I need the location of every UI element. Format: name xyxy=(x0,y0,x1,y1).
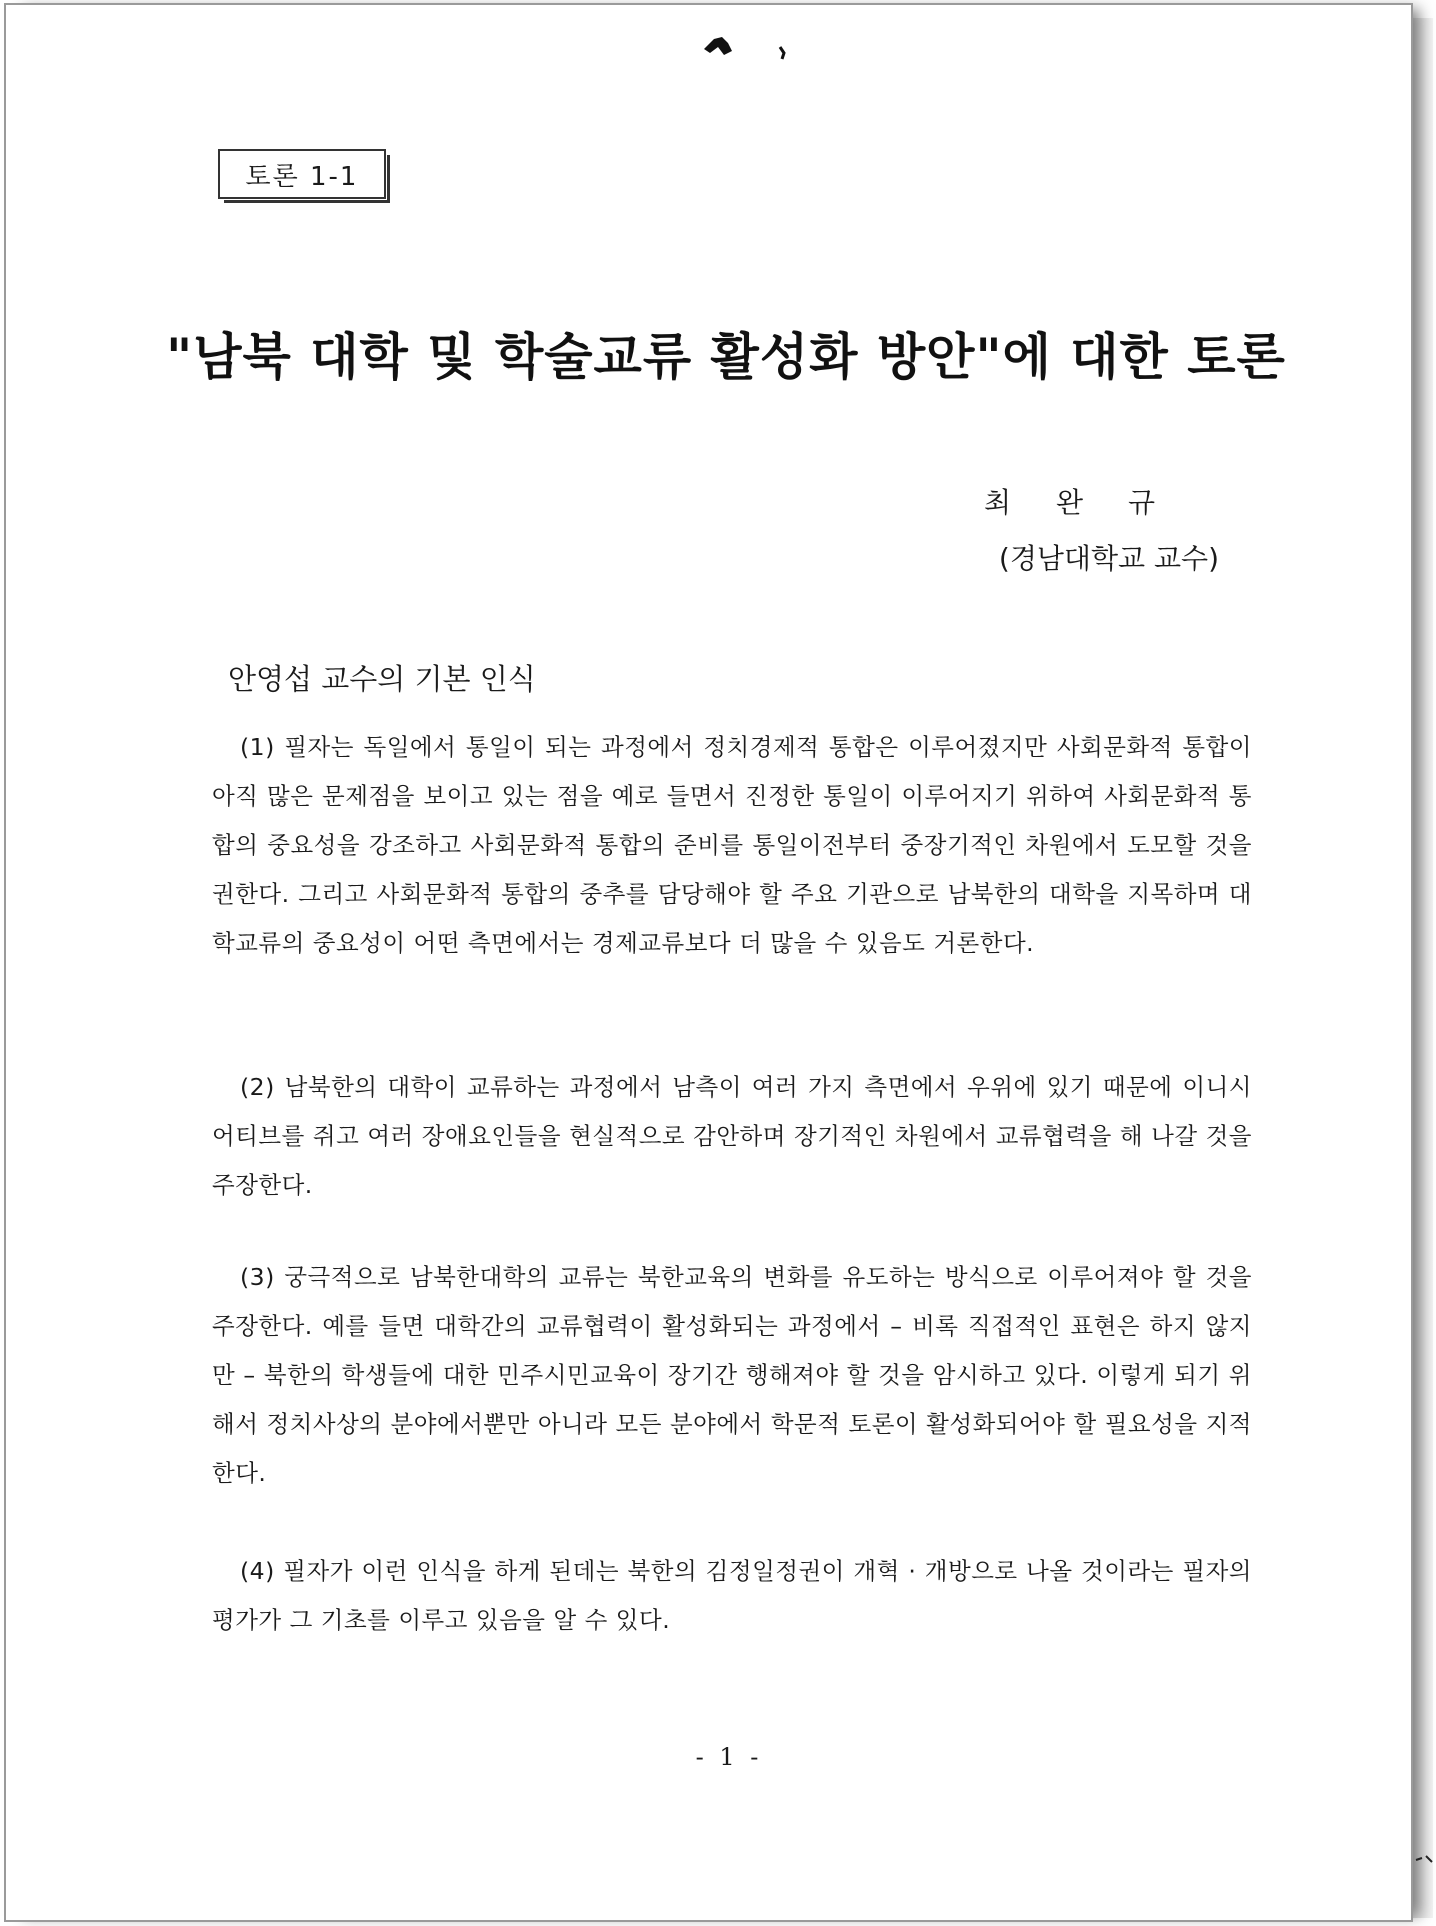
corner-scan-mark xyxy=(1414,1852,1436,1868)
document-page xyxy=(4,3,1413,1922)
paragraph-3: (3) 궁극적으로 남북한대학의 교류는 북한교육의 변화를 유도하는 방식으로 이루어져야 할 것을 주장한다. 예를 들면 대학간의 교류협력이 활성화되는 과정에서 – 비록 직접적인 표현은 하지 않지만 – 북한의 학생들에 대한 민주시민교육이 장기간 행해져야 할 것을 암시하고 있다. 이렇게 되기 위해서 정치사상의 분야에서뿐만 아니라 모든 분야에서 학문적 토론이 활성화되어야 할 필요성을 지적한다. xyxy=(212,1263,1252,1487)
document-title: "남북 대학 및 학술교류 활성화 방안"에 대한 토론 xyxy=(166,328,1286,386)
paragraph-1: (1) 필자는 독일에서 통일이 되는 과정에서 정치경제적 통합은 이루어졌지만 사회문화적 통합이 아직 많은 문제점을 보이고 있는 점을 예로 들면서 진정한 통일이 이루어지기 위하여 사회문화적 통합의 중요성을 강조하고 사회문화적 통합의 준비를 통일이전부터 중장기적인 차원에서 도모할 것을 권한다. 그리고 사회문화적 통합의 중추를 담당해야 할 주요 기관으로 남북한의 대학을 지목하며 대학교류의 중요성이 어떤 측면에서는 경제교류보다 더 많을 수 있음도 거론한다. xyxy=(212,733,1252,957)
discussion-label-box xyxy=(218,149,386,199)
section-heading: 안영섭 교수의 기본 인식 xyxy=(228,662,536,696)
scan-artifact-mark xyxy=(694,29,794,69)
discussion-label: 토론 1-1 xyxy=(245,161,359,192)
author-affiliation: (경남대학교 교수) xyxy=(998,542,1219,575)
page-edge-shadow xyxy=(1411,18,1433,1918)
page-number: - 1 - xyxy=(695,1743,763,1771)
author-name: 최 완 규 xyxy=(984,486,1173,519)
paragraph-2: (2) 남북한의 대학이 교류하는 과정에서 남측이 여러 가지 측면에서 우위에 있기 때문에 이니시어티브를 쥐고 여러 장애요인들을 현실적으로 감안하며 장기적인 차원에서 교류협력을 해 나갈 것을 주장한다. xyxy=(212,1073,1252,1199)
paragraph-4: (4) 필자가 이런 인식을 하게 된데는 북한의 김정일정권이 개혁 · 개방으로 나올 것이라는 필자의 평가가 그 기초를 이루고 있음을 알 수 있다. xyxy=(212,1557,1252,1634)
